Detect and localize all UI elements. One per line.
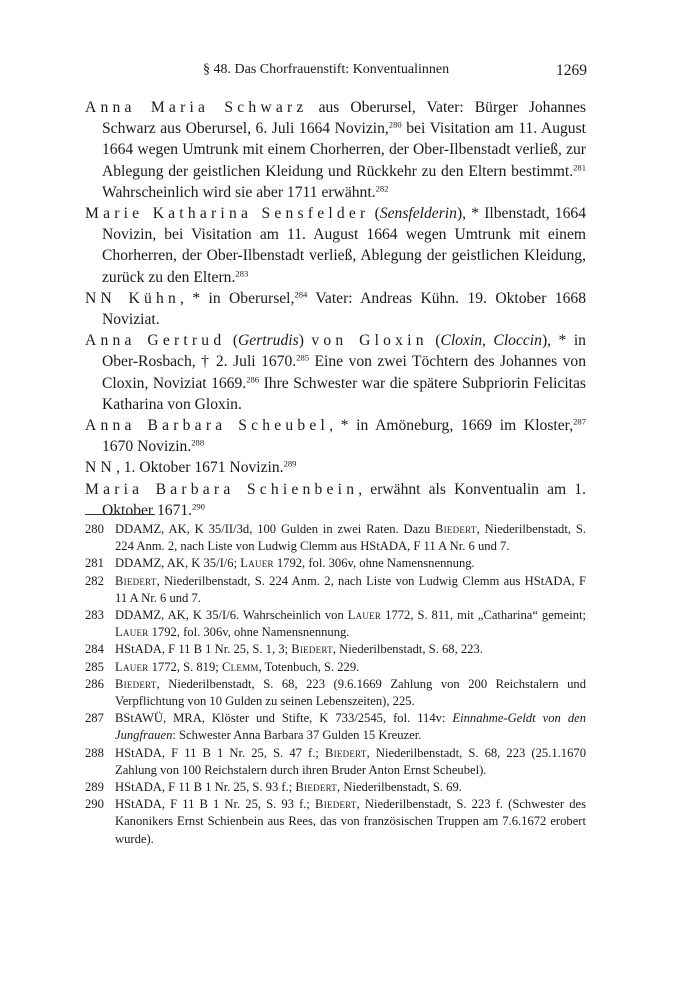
entry-name: NN Kühn	[85, 289, 181, 307]
text-run: , 1. Oktober 1671 Novizin.	[115, 459, 284, 477]
running-title: § 48. Das Chorfrauenstift: Konventualinnen	[203, 62, 450, 77]
text-run: Ihre Schwester war die spätere Subpriorin Felicitas Katharina von Gloxin.	[102, 374, 587, 413]
entry	[85, 203, 586, 288]
entry-name: Marie Katharina Sensfelder	[85, 205, 370, 223]
text-run: , Niederilbenstadt, S. 69.	[337, 780, 462, 795]
footnote-ref: 280	[388, 119, 402, 130]
footnote	[85, 676, 586, 710]
footnote	[85, 745, 586, 779]
text-run: 1772, S. 819;	[148, 659, 222, 674]
text-run: Wahrscheinlich wird sie aber 1711 erwähnt.	[102, 183, 376, 201]
text-run: , Niederilbenstadt, S. 223 f. (Schwester des Kanonikers Ernst Schienbein aus Rees, das von französischen Truppen am 7.6.1672 erobert wurde).	[115, 797, 586, 846]
text-run: Vater: Andreas Kühn. 19. Oktober 1668 Noviziat.	[102, 289, 586, 329]
text-run: )	[298, 332, 312, 350]
entry-name: NN	[85, 459, 116, 477]
text-run: (	[427, 332, 441, 350]
italic-text: Cloxin, Cloccin	[440, 332, 542, 350]
author-name: Lauer	[240, 556, 274, 571]
footnote-number: 283	[85, 608, 104, 623]
author-name: Biedert	[315, 797, 357, 812]
footnote	[85, 659, 586, 676]
text-run: DDAMZ, AK, K 35/I/6. Wahrscheinlich von	[115, 608, 348, 623]
text-run: HStADA, F 11 B 1 Nr. 25, S. 93 f.;	[115, 780, 296, 795]
text-run: ), * in Ober-Rosbach, † 2. Juli 1670.	[102, 332, 586, 371]
author-name: Biedert	[295, 780, 338, 795]
author-name: Lauer	[115, 625, 149, 640]
text-run: DDAMZ, AK, K 35/II/3d, 100 Gulden in zwei Raten. Dazu	[115, 522, 435, 536]
entry-name: Maria Barbara Schienbein	[85, 480, 359, 498]
entry-name: Anna Barbara Scheubel	[85, 417, 330, 435]
text-run: , * in Amöneburg, 1669 im Kloster,	[329, 417, 574, 435]
footnote-ref: 287	[573, 416, 586, 427]
author-name: Biedert	[291, 642, 333, 657]
text-run: 1772, S. 811, mit „Catharina“ gemeint;	[381, 608, 586, 623]
text-run: HStADA, F 11 B 1 Nr. 25, S. 1, 3;	[115, 642, 292, 657]
text-run: , * in Oberursel,	[180, 289, 295, 307]
text-run: DDAMZ, AK, K 35/I/6;	[115, 556, 241, 571]
running-header	[85, 62, 585, 84]
footnote-list	[85, 521, 586, 848]
footnote	[85, 796, 586, 848]
author-name: Lauer	[115, 659, 149, 674]
text-run: ), * Ilbenstadt, 1664 Novizin, bei Visitation am 11. August 1664 wegen Umtrunk mit einem Chorherren, der Ober-Ilbenstadt verließ, Ablegung der geistlichen Kleidung, zurück zu den Eltern.	[102, 205, 586, 286]
text-run: , Niederilbenstadt, S. 68, 223 (25.1.1670 Zahlung von 100 Reichstalern durch ihren Bruder Anton Ernst Scheubel).	[115, 745, 586, 777]
italic-text: Einnahme-Geldt von den Jungfrauen	[115, 711, 586, 743]
footnote	[85, 555, 586, 572]
footnote-number: 287	[85, 711, 104, 726]
footnote-ref: 289	[283, 458, 297, 469]
text-run: (	[369, 205, 380, 223]
text-run: 1792, fol. 306v, ohne Namensnennung.	[148, 625, 350, 640]
entry-name: Anna Gertrud	[85, 332, 226, 350]
text-run: bei Visitation am 11. August 1664 wegen Umtrunk mit einem Chorherren, der Ober-Ilbenstadt verließ, zur Ablegung der geistlichen Kleidung und Rückkehr zu den Eltern bestimmt.	[102, 120, 586, 180]
footnote-separator	[85, 514, 155, 515]
footnote-ref: 281	[573, 162, 586, 173]
entry	[85, 330, 586, 415]
author-name: Biedert	[434, 522, 477, 536]
entry	[85, 415, 586, 457]
text-run: , erwähnt als Konventualin am 1. Oktober 1671.	[102, 480, 586, 519]
text-run: , Niederilbenstadt, S. 68, 223 (9.6.1669 Zahlung von 200 Reichstalern und Verpflichtung von 10 Gulden zu seinen Lebenszeiten), 225.	[115, 676, 586, 709]
footnote	[85, 573, 586, 607]
footnote-number: 280	[85, 522, 104, 536]
text-run: , Totenbuch, S. 229.	[258, 659, 360, 674]
entry	[85, 97, 586, 203]
text-run: aus Oberursel, Vater: Bürger Johannes Schwarz aus Oberursel, 6. Juli 1664 Novizin,	[102, 99, 586, 138]
footnote-ref: 285	[296, 352, 310, 363]
footnote	[85, 710, 586, 744]
author-name: Clemm	[221, 659, 259, 674]
entry-name: Anna Maria Schwarz	[85, 99, 308, 116]
footnote-number: 289	[85, 780, 104, 795]
footnote-ref: 282	[375, 183, 389, 194]
italic-text: Sensfelderin	[379, 205, 457, 223]
text-run: BStAWÜ, MRA, Klöster und Stifte, K 733/2545, fol. 114v:	[115, 711, 453, 726]
footnote-ref: 288	[191, 437, 205, 448]
italic-text: Gertrudis	[238, 332, 299, 350]
footnote-number: 281	[85, 556, 104, 571]
author-name: Biedert	[324, 745, 367, 760]
footnote-ref: 284	[294, 289, 308, 300]
footnote-number: 288	[85, 745, 104, 760]
entry	[85, 479, 586, 521]
text-run: (	[225, 332, 239, 350]
footnote-ref: 290	[192, 501, 205, 512]
footnote-number: 282	[85, 573, 104, 588]
footnote	[85, 779, 586, 796]
footnote-number: 285	[85, 659, 104, 674]
author-name: Biedert	[115, 676, 157, 691]
text-run: , Niederilbenstadt, S. 224 Anm. 2, nach Liste von Ludwig Clemm aus HStADA, F 11 A Nr. 6 und 7.	[115, 522, 586, 554]
author-name: Biedert	[115, 573, 157, 588]
text-run: , Niederilbenstadt, S. 224 Anm. 2, nach Liste von Ludwig Clemm aus HStADA, F 11 A Nr. 6 und 7.	[115, 573, 586, 605]
text-run: 1792, fol. 306v, ohne Namensnennung.	[273, 556, 475, 571]
footnote-ref: 283	[235, 268, 249, 279]
entry	[85, 288, 586, 330]
footnote-number: 284	[85, 642, 104, 657]
text-run: HStADA, F 11 B 1 Nr. 25, S. 93 f.;	[115, 797, 316, 812]
footnote	[85, 607, 586, 641]
footnote	[85, 641, 586, 658]
text-run: Eine von zwei Töchtern des Johannes von Cloxin, Noviziat 1669.	[102, 353, 586, 392]
footnote-number: 290	[85, 797, 104, 812]
text-run: 1670 Novizin.	[102, 438, 192, 456]
page-number: 1269	[556, 62, 587, 79]
entry-list	[85, 97, 586, 521]
text-run: : Schwester Anna Barbara 37 Gulden 15 Kreuzer.	[172, 728, 422, 743]
text-run: , Niederilbenstadt, S. 68, 223.	[332, 642, 483, 657]
entry	[85, 457, 586, 478]
author-name: Lauer	[347, 608, 382, 623]
footnote-ref: 286	[246, 374, 260, 385]
footnote-number: 286	[85, 676, 104, 691]
footnote	[85, 521, 586, 555]
spaced-name: von Gloxin	[311, 332, 428, 350]
text-run: HStADA, F 11 B 1 Nr. 25, S. 47 f.;	[115, 745, 325, 760]
